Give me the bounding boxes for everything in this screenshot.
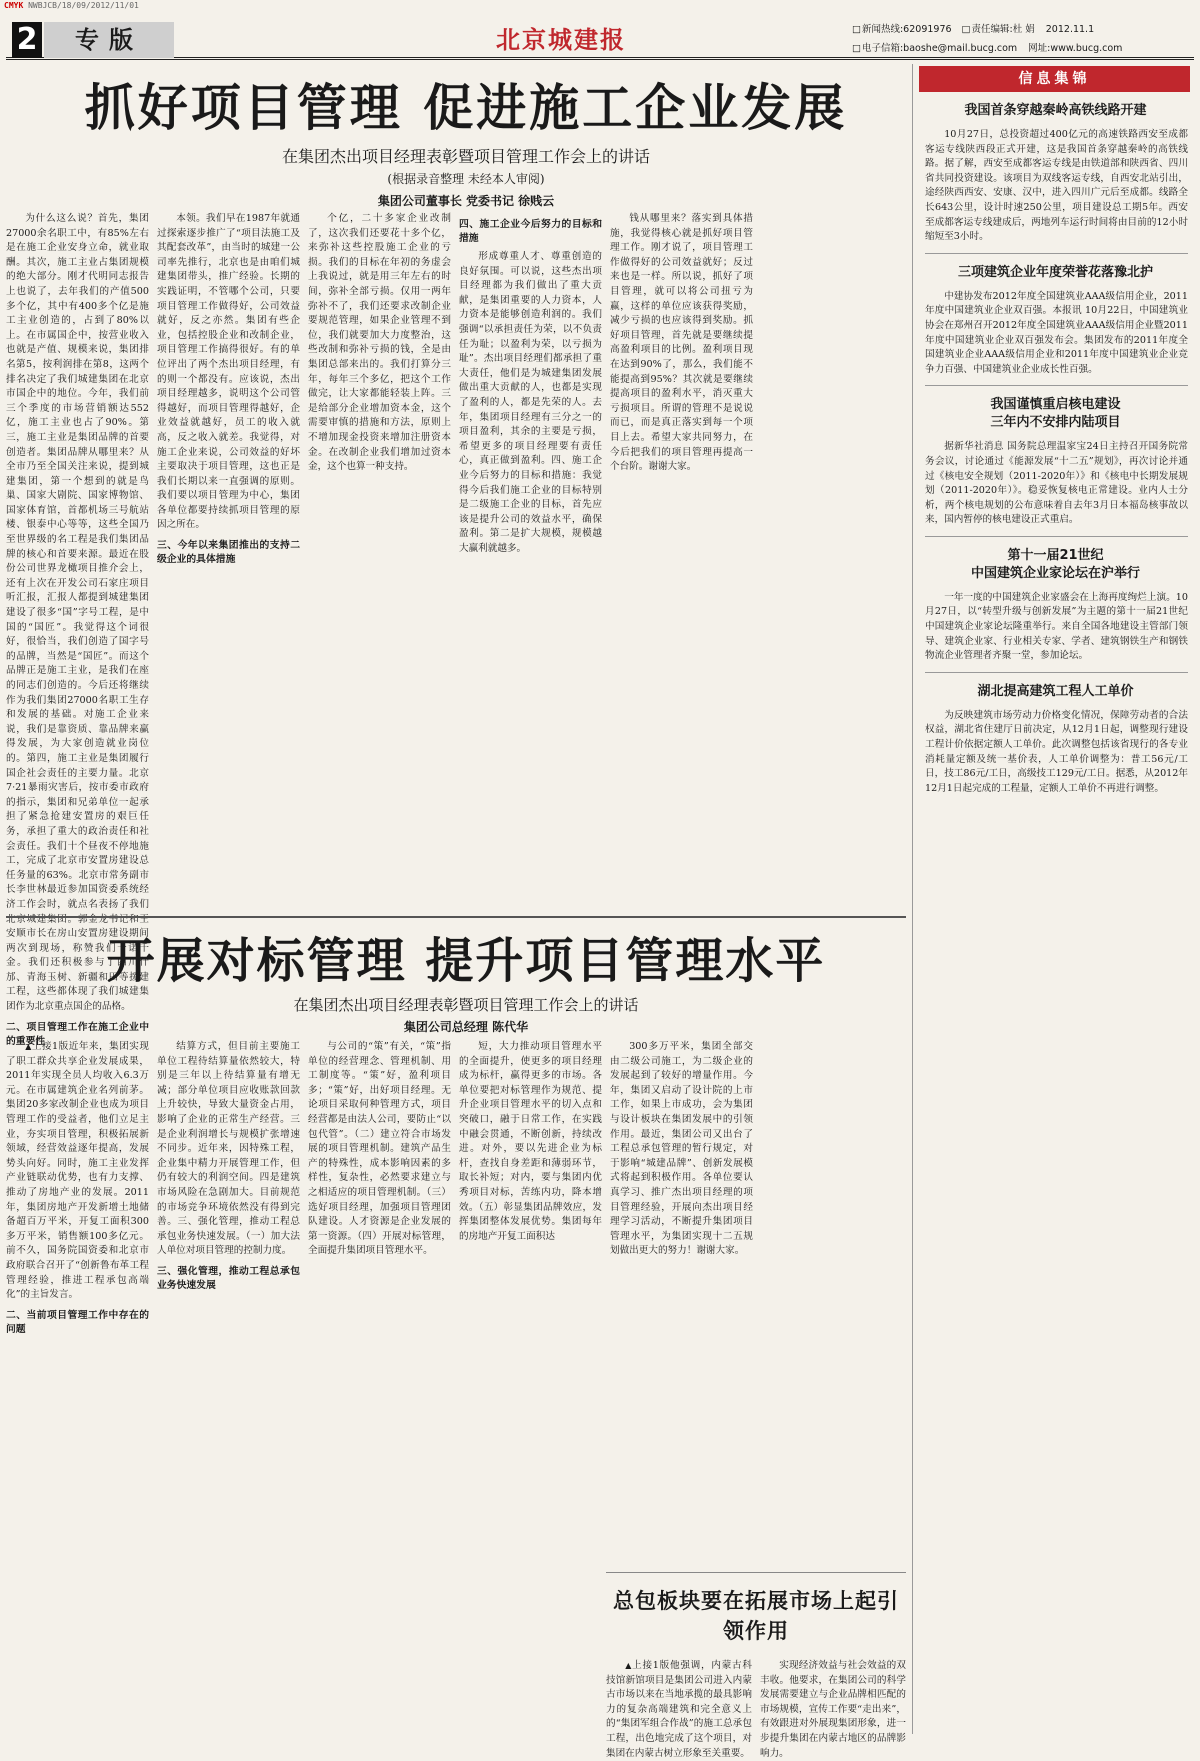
divider bbox=[925, 385, 1188, 386]
prepress-marks bbox=[0, 0, 1200, 12]
story2-subtitle: 在集团杰出项目经理表彰暨项目管理工作会上的讲话 bbox=[293, 996, 639, 1014]
story3-body bbox=[606, 1659, 906, 1761]
story-divider bbox=[6, 916, 906, 918]
section-heading: 三、今年以来集团推出的支持二级企业的具体措施 bbox=[157, 540, 300, 566]
sidebar-item-title: 我国首条穿越秦岭高铁线路开建 bbox=[964, 103, 1147, 118]
sidebar-header: 信息集锦 bbox=[919, 66, 1190, 92]
section-heading: 四、施工企业今后努力的目标和措施 bbox=[459, 219, 602, 244]
paragraph: 300多万平米，集团全部交由二级公司施工，为二级企业的发展起到了较好的增量作用。今年，集团又启动了设计院的上市工作，如果上市成功，会为集团与设计板块在集团发展中的引领作用。最近，集团公司又出台了工程总承包管理的暂行规定，对于影响“城建品牌”、创新发展模式将起到积极作用。各单位要认真学习、推广杰出项目经理的项目管理经验，开展向杰出项目经理学习活动，不断提升集团项目管理水平，为集团实现十二五规划做出更大的努力！谢谢大家。 bbox=[610, 1041, 753, 1257]
paragraph: 实现经济效益与社会效益的双丰收。他要求，在集团公司的科学发展需要建立与企业品牌相匹配的市场规模，宣传工作要“走出来”，有效跟进对外展现集团形象，进一步提升集团在内蒙古地区的品牌影响力。 bbox=[760, 1660, 906, 1759]
sidebar-item-body bbox=[925, 591, 1188, 664]
story3-column bbox=[760, 1659, 906, 1761]
paragraph: 结算方式，但目前主要施工单位工程待结算量依然较大，特别是三年以上待结算量有增无减；部分单位项目应收账款回款上升较快，导致大量资金占用，影响了企业的正常生产经营。三是企业利润增长与规模扩张增速不同步。近年来，因特殊工程，企业集中精力开展管理工作，但仍有较大的利润空间。四是建筑市场风险在急剧加大。目前规范的市场竞争环境依然没有得到完善。三、强化管理，推动工程总承包业务快速发展。（一）加大法人单位对项目管理的控制力度。 bbox=[157, 1041, 300, 1257]
page-number: 2 bbox=[12, 22, 42, 58]
paragraph: 个亿，二十多家企业改制了，这次我们还要花十多个亿，来弥补这些控股施工企业的亏损。我们的目标在年初的务虚会上我说过，就是用三年左右的时间，弥补全部亏损。仅用一两年弥补不了，我们还要求改制企业要规范管理，如果企业管理不到位，我们就要加大力度整治，这些改制和弥补亏损的钱，全是由集团总部来出的。我们打算分三年，每年三个多亿，把这个工作做完，让大家都能轻装上阵。三是给部分企业增加资本金，这个需要审慎的措施和方法，原则上不增加现金投资来增加注册资本金。在改制企业我们增加过资本金，这个也算一种支持。 bbox=[308, 213, 451, 473]
divider bbox=[925, 536, 1188, 537]
paragraph: 据新华社消息 国务院总理温家宝24日主持召开国务院常务会议，讨论通过《能源发展“十二五”规划》，再次讨论并通过《核电安全规划（2011-2020年）》和《核电中长期发展规划（2011-2020年）》。稳妥恢复核电正常建设。业内人士分析，两个核电规划的公布意味着自去年3月日本福岛核事故以来，国内暂停的核电建设正式重启。 bbox=[925, 441, 1188, 526]
section-heading: 二、项目管理工作在施工企业中的重要性 bbox=[6, 1021, 149, 1047]
story3-column bbox=[606, 1659, 752, 1761]
story2-author: 集团公司总经理 陈代华 bbox=[403, 1020, 529, 1034]
story1-column bbox=[610, 212, 753, 908]
paragraph: 一年一度的中国建筑企业家盛会在上海再度绚烂上演。10月27日，以“转型升级与创新发展”为主题的第十一届21世纪中国建筑企业家论坛隆重举行。来自全国各地建设主管部门领导、建筑企业家、行业相关专家、学者、建筑钢铁生产和钢铁物流企业管理者齐聚一堂，参加论坛。 bbox=[925, 591, 1188, 662]
story1-column bbox=[157, 212, 300, 908]
story2-column bbox=[459, 1040, 602, 1570]
divider bbox=[925, 672, 1188, 673]
email[interactable]: □ 电子信箱:baoshe@mail.bucg.com bbox=[852, 39, 1017, 58]
section-heading: 三、强化管理，推动工程总承包业务快速发展 bbox=[157, 1265, 300, 1291]
sidebar-news-digest bbox=[912, 64, 1194, 1734]
main-content bbox=[6, 64, 906, 1759]
paragraph: 为什么这么说？首先，集团27000余名职工中，有85%左右是在施工企业安身立命，就业取酬。其次，施工主业占集团规模的绝大部分。刚才代明同志报告上也说了，去年我们的产值500多个亿，其中有400多个亿是施工主业创造的，占到了80%以上。在市属国企中，按营业收入也就是产值、规模来说，集团排名第5，按利润排在第8，这两个排名决定了我们城建集团在北京市国企中的地位。今年，我们前三个季度的市场营销额达552亿，施工主业也占了90%。第三，施工主业是集团品牌的首要创造者。集团品牌从哪里来？从全市乃至全国关注来说，提到城建集团，第一个想到的就是鸟巢、国家大剧院、国家博物馆、国家体育馆，首都机场三号航站楼、银泰中心等等，这些全国乃至世界级的名工程是我们集团品牌的核心和首要来源。最近在股份公司世界龙橄项目推介会上，还有上次在开发公司石家庄项目听汇报，汇报人都提到城建集团建设了很多“国”字号工程，是中国的“国匠”。我觉得这个词很好，很恰当，我们创造了国字号的品牌，当然是“国匠”。而这个品牌正是施工主业，是我们在座的同志们创造的。今后还将继续作为我们集团27000名职工生存和发展的基础。对施工企业来说，我们是靠资质、靠品牌来赢得发展，为大家创造就业岗位的。第四，施工主业是集团履行国企社会责任的主要力量。北京7·21暴雨灾害后，按市委市政府的指示，集团和兄弟单位一起承担了紧急抢建安置房的艰巨任务，承担了重大的政治责任和社会责任。我们十个昼夜不停地施工，完成了北京市安置房建设总任务量的63%。北京市常务副市长李世林最近参加国资委系统经济工作会时，就点名表扬了我们北京城建集团。郭金龙书记和王安顺市长在房山安置房建设期间两次到现场，称赞我们一诺千金。我们还积极参与了四川什邡、青海玉树、新疆和田等援建工程，这些都体现了我们城建集团作为北京重点国企的品格。 bbox=[6, 213, 149, 1013]
section-heading: 二、当前项目管理工作中存在的问题 bbox=[6, 1309, 149, 1335]
story1-note: (根据录音整理 未经本人审阅) bbox=[387, 172, 545, 186]
story2-column bbox=[610, 1040, 753, 1570]
paragraph: 钱从哪里来？落实到具体措施，我觉得核心就是抓好项目管理工作。刚才说了，项目管理工作做得好的公司效益就好；反过来也是一样。所以说，抓好了项目管理，就可以将公司扭亏为赢，这样的单位应该获得奖励，减少亏损的也应该得到奖励。抓好项目管理，首先就是要继续提高盈利项目的比例。盈利项目现在达到90%了，那么，我们能不能提高到95%？其次就是要继续提高项目的盈利水平，消灭重大亏损项目。所谓的管理不是说说而已，而是真正落实到每一个项目上去。希望大家共同努力，在今后把我们的项目管理再提高一个台阶。谢谢大家。 bbox=[610, 213, 753, 473]
website[interactable]: 网址:www.bucg.com bbox=[1028, 43, 1123, 54]
story1-column bbox=[6, 212, 149, 1047]
paragraph: 10月27日，总投资超过400亿元的高速铁路西安至成都客运专线陕西段正式开建，这是我国首条穿越秦岭的高铁线路。据了解，西安至成都客运专线是由铁道部和陕西省、四川省共同投资建设。该项目为双线客运专线，自西安北站引出，途经陕西西安、安康、汉中，进入四川广元后至成都。线路全长643公里，设计时速250公里，项目建设总工期5年。西安至成都客运专线建成后，两地列车运行时间将由目前的12小时缩短至3小时。 bbox=[925, 129, 1188, 243]
sidebar-item-title: 湖北提高建筑工程人工单价 bbox=[977, 683, 1134, 699]
sidebar-item-body bbox=[925, 128, 1188, 245]
story1-author: 集团公司董事长 党委书记 徐贱云 bbox=[377, 194, 555, 208]
story2-column bbox=[157, 1040, 300, 1730]
story3-headline: 总包板块要在拓展市场上起引领作用 bbox=[613, 1589, 899, 1643]
contact-info bbox=[852, 20, 1192, 58]
prepress-code: NWBJCB/18/09/2012/11/01 bbox=[28, 1, 139, 10]
paragraph: ▲ 上接1版近年来，集团实现了职工群众共享企业发展成果，2011年实现全员人均收入6.3万元。在市属建筑企业名列前茅。集团20多家改制企业也成为项目管理工作的受益者，他们立足主业，夯实项目管理，积极拓展新领域，经营效益逐年提高，发展势头向好。同时，施工主业发挥产业链联动优势，也有力支撑、推动了房地产业的发展。2011年，集团房地产开发新增土地储备超百万平米，开复工面积300多万平米，销售额100多亿元。前不久，国务院国资委和北京市政府联合召开了“创新鲁布革工程管理经验，推进工程承包高端化”的主旨发言。 bbox=[6, 1040, 149, 1303]
paragraph: 中建协发布2012年度全国建筑业AAA级信用企业，2011年度中国建筑业企业双百强。本报讯 10月22日，中国建筑业协会在郑州召开2012年度全国建筑业AAA级信用企业暨2011年度中国建筑业企业双百强发布会。集团发布的2011年度全国建筑业企业AAA级信用企业和2011年度中国建筑业企业竞争力百强、中国建筑业企业成长性百强。 bbox=[925, 290, 1188, 375]
story1-subtitle: 在集团杰出项目经理表彰暨项目管理工作会上的讲话 bbox=[281, 147, 650, 166]
paragraph: 与公司的“策”有关，“策”指单位的经营理念、管理机制、用工制度等。“策”好，盈利项目多；“策”好，出好项目经理。无论项目采取何种管理方式，项目经营都是由法人公司，要防止“以包代管”。（二）建立符合市场发展的项目管理机制。建筑产品生产的特殊性，成本影响因素的多样性，复杂性，必然要求建立与之相适应的项目管理机制。（三）选好项目经理，加强项目管理团队建设。人才资源是企业发展的第一资源。（四）开展对标管理，全面提升集团项目管理水平。 bbox=[308, 1041, 451, 1257]
section-label: 专版 bbox=[44, 22, 174, 58]
story1-column bbox=[459, 212, 602, 908]
sidebar-item-body bbox=[925, 290, 1188, 378]
sidebar-item-body bbox=[925, 440, 1188, 528]
issue-date: 2012.11.1 bbox=[1045, 24, 1095, 35]
divider bbox=[925, 253, 1188, 254]
hotline: □ 新闻热线:62091976 bbox=[852, 20, 952, 39]
cmyk-marker: CMYK bbox=[4, 1, 24, 10]
story3 bbox=[606, 1572, 906, 1759]
story1-column bbox=[308, 212, 451, 908]
paragraph: 为反映建筑市场劳动力价格变化情况，保障劳动者的合法权益，湖北省住建厅日前决定，从12月1日起，调整现行建设工程计价依据定额人工单价。此次调整包括该省现行的各专业消耗量定额及统一基价表，人工单价调整为：普工56元/工日，技工86元/工日，高级技工129元/工日。据悉，从2012年12月1日起完成的工程量，定额人工单价不再进行调整。 bbox=[925, 709, 1188, 794]
story2-column bbox=[6, 1040, 149, 1730]
sidebar-item-title: 我国谨慎重启核电建设 三年内不安排内陆项目 bbox=[990, 397, 1121, 431]
sidebar-item-title: 第十一届21世纪 中国建筑企业家论坛在沪举行 bbox=[970, 547, 1140, 581]
paragraph: 本领。我们早在1987年就通过探索逐步推广了“项目法施工及其配套改革”，由当时的城建一公司率先推行，北京也是由咱们城建集团带头，推广经验。长期的实践证明，不管哪个公司，只要项目管理工作做得好，公司效益就好，反之亦然。集团有些企业，包括控股企业和改制企业，项目管理工作搞得很好。有的单位评出了两个杰出项目经理，有的则一个都没有。应该说，杰出项目经理越多，说明这个公司管得越好，而项目管理得越好，企业效益就越好，员工的收入就高，反之收入就差。我觉得，对施工企业来说，公司效益的好坏主要取决于项目管理，这也正是我们长期以来一直强调的原则。我们要以项目管理为中心，集团各单位都要持续抓项目管理的原因之所在。 bbox=[157, 213, 300, 531]
story1-headline: 抓好项目管理 促进施工企业发展 bbox=[84, 79, 848, 137]
editor: □ 责任编辑:杜 娟 bbox=[962, 20, 1035, 39]
masthead bbox=[6, 14, 1194, 60]
paper-name: 北京城建报 bbox=[496, 26, 626, 54]
sidebar-item-title: 三项建筑企业年度荣誉花落豫北护 bbox=[957, 264, 1153, 280]
story2-headline: 开展对标管理 提升项目管理水平 bbox=[106, 933, 826, 989]
story2-column bbox=[308, 1040, 451, 1730]
paragraph: 形成尊重人才、尊重创造的良好氛围。可以说，这些杰出项目经理都为我们做出了重大贡献，是集团重要的人力资本，人力资本是能够创造利润的。我们强调“以承担责任为荣，以不负责任为耻；以盈利为荣，以亏损为耻”。杰出项目经理们都承担了重大责任，他们是为城建集团发展做出重大贡献的人，也都是实现了盈利的人，都是先荣的人。去年，集团项目经理有三分之一的项目盈利，其余的主要是亏损，希望更多的项目经理要有责任心，真正做到盈利。四、施工企业今后努力的目标和措施：我觉得今后我们施工企业的目标特别是二级施工企业的目标，首先应该是提升公司的效益水平，确保盈利。第二是扩大规模，规模越大赢利就越多。 bbox=[459, 251, 602, 554]
paragraph: ▲ 上接1版他强调，内蒙古科技馆新馆项目是集团公司进入内蒙古市场以来在当地承揽的最具影响力的复杂高端建筑和完全意义上的“集团军组合作战”的施工总承包工程，出色地完成了这个项目，对集团在内蒙古树立形象至关重要。 bbox=[606, 1659, 752, 1761]
paragraph: 短，大力推动项目管理水平的全面提升，使更多的项目经理成为标杆，赢得更多的市场。各单位要把对标管理作为规范、提升企业项目管理水平的切入点和突破口，融于日常工作，在实践中融会贯通，不断创新，持续改进。对外，要以先进企业为标杆，查找自身差距和薄弱环节，取长补短；对内，要与集团内优秀项目对标，苦练内功，降本增效。（五）彰显集团品牌效应，发挥集团整体发展优势。集团每年的房地产开复工面积达 bbox=[459, 1041, 602, 1242]
sidebar-item-body bbox=[925, 709, 1188, 797]
